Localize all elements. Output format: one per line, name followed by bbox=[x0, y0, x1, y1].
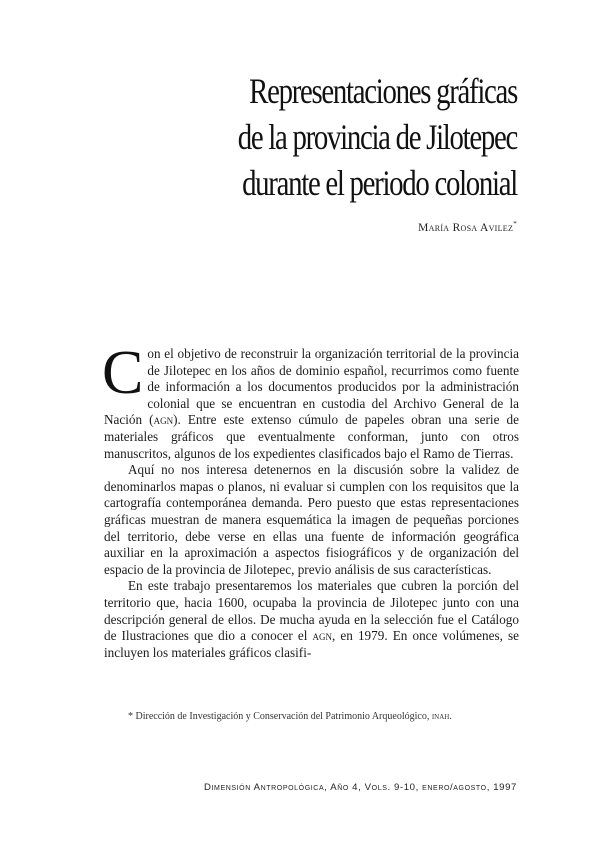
drop-cap: C bbox=[102, 339, 144, 407]
journal-issue: , Año 4, Vols. 9-10, bbox=[324, 782, 423, 793]
paragraph-1-text-b: ). Entre este extenso cúmulo de papeles obran una serie de materiales gráficos que eventualmente conforman, junto con otros manuscritos, algunos de los expedientes clasificados bajo el Ramo de Tierras. bbox=[104, 412, 519, 461]
title-line-1: Representaciones gráficas bbox=[249, 71, 517, 111]
body-text bbox=[102, 339, 519, 661]
footnote-abbr: inah. bbox=[431, 711, 452, 722]
paragraph-3-text-a: En este trabajo presentaremos los materiales que cubren la porción del territorio que, hacia 1600, ocupaba la provincia de Jilotepec junto con una descripción general de ellos. De mucha ayuda en la selección fue el Catálogo de Ilustraciones que dio a conocer el bbox=[104, 578, 519, 644]
footnote-text: * Dirección de Investigación y Conservación del Patrimonio Arqueológico, bbox=[128, 711, 432, 722]
journal-period: enero/agosto bbox=[422, 782, 487, 793]
paragraph-3-text-b: , en 1979. En once volúmenes, se incluyen los materiales gráficos clasifi- bbox=[104, 628, 519, 660]
paragraph-2: Aquí no nos interesa detenernos en la discusión sobre la validez de denominarlos mapas o planos, ni evaluar si cumplen con los requisitos que la cartografía contemporánea demanda. Pero puesto que estas representaciones gráficas muestran de manera esquemática la imagen de pequeñas porciones del territorio, debe verse en ellas una fuente de información geográfica auxiliar en la aproximación a aspectos fisiográficos y de organización del espacio de la provincia de Jilotepec, previo análisis de sus características. bbox=[104, 462, 519, 577]
journal-footer bbox=[204, 782, 517, 793]
author-footnote-mark: * bbox=[513, 220, 517, 228]
agn-abbreviation: agn bbox=[312, 628, 333, 644]
paragraph-1 bbox=[102, 339, 519, 462]
footnote bbox=[128, 711, 528, 722]
agn-abbreviation: agn bbox=[153, 412, 174, 428]
journal-name: Dimensión Antropológica bbox=[203, 782, 325, 793]
article-title bbox=[97, 68, 517, 206]
paragraph-3 bbox=[104, 578, 519, 661]
title-line-2: de la provincia de Jilotepec bbox=[237, 117, 517, 157]
author-byline bbox=[418, 220, 517, 234]
author-name: María Rosa Avilez bbox=[418, 221, 514, 234]
title-line-3: durante el periodo colonial bbox=[242, 163, 517, 203]
paragraph-1-text-a: on el objetivo de reconstruir la organización territorial de la provincia de Jilotepec en los años de dominio español, recurrimos como fuente de información a los documentos producidos por la administración colonial que se encuentran en custodia del Archivo General de la Nación ( bbox=[104, 346, 519, 428]
journal-year: , 1997 bbox=[486, 782, 517, 793]
